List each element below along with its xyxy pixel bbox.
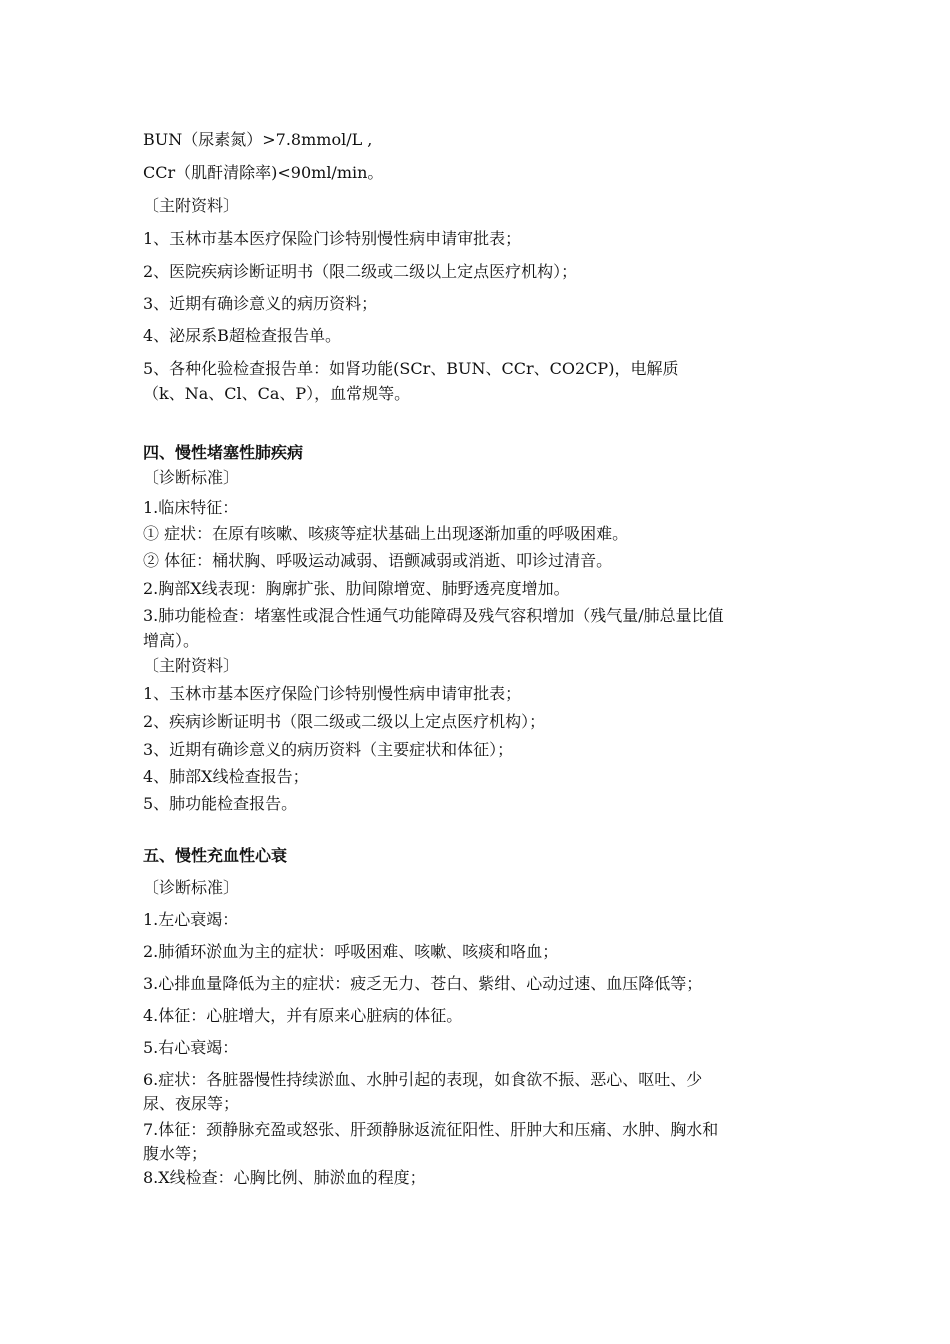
text-line: ① 症状：在原有咳嗽、咳痰等症状基础上出现逐渐加重的呼吸困难。 [143,524,629,543]
text-line: 尿、夜尿等； [143,1094,240,1113]
text-line: 5.右心衰竭： [143,1038,239,1057]
text-line: CCr（肌酐清除率)<90ml/min。 [143,163,384,182]
text-line: 2.胸部X线表现：胸廓扩张、肋间隙增宽、肺野透亮度增加。 [143,579,570,598]
text-line: 5、肺功能检查报告。 [143,794,298,813]
text-line: 3.心排血量降低为主的症状：疲乏无力、苍白、紫绀、心动过速、血压降低等； [143,974,703,993]
text-line: 〔诊断标准〕 [143,468,240,487]
text-line: BUN（尿素氮）>7.8mmol/L , [143,130,373,149]
text-line: 〔主附资料〕 [143,656,240,675]
text-line: 2、医院疾病诊断证明书（限二级或二级以上定点医疗机构）； [143,262,578,281]
text-line: 3、近期有确诊意义的病历资料（主要症状和体征）； [143,740,514,759]
text-line: 7.体征：颈静脉充盈或怒张、肝颈静脉返流征阳性、肝肿大和压痛、水肿、胸水和 [143,1120,719,1139]
section-heading: 五、慢性充血性心衰 [143,846,288,865]
text-line: 4、泌尿系B超检查报告单。 [143,326,341,345]
text-line: 8.X线检查：心胸比例、肺淤血的程度； [143,1168,426,1187]
text-line: 3、近期有确诊意义的病历资料； [143,294,378,313]
text-line: 〔诊断标准〕 [143,878,240,897]
text-line: 3.肺功能检查：堵塞性或混合性通气功能障碍及残气容积增加（残气量/肺总量比值 [143,606,724,625]
text-line: 4.体征：心脏增大，并有原来心脏病的体征。 [143,1006,463,1025]
text-line: 〔主附资料〕 [143,196,240,215]
text-line: ② 体征：桶状胸、呼吸运动减弱、语颤减弱或消逝、叩诊过清音。 [143,551,613,570]
text-line: （k、Na、Cl、Ca、P），血常规等。 [143,384,411,403]
text-line: 增高）。 [143,631,200,650]
text-line: 4、肺部X线检查报告； [143,767,309,786]
text-line: 1.临床特征： [143,498,239,517]
text-line: 6.症状：各脏器慢性持续淤血、水肿引起的表现，如食欲不振、恶心、呕吐、少 [143,1070,703,1089]
text-line: 2.肺循环淤血为主的症状：呼吸困难、咳嗽、咳痰和咯血； [143,942,559,961]
text-line: 2、疾病诊断证明书（限二级或二级以上定点医疗机构）； [143,712,546,731]
text-line: 5、各种化验检查报告单：如肾功能(SCr、BUN、CCr、CO2CP)，电解质 [143,359,679,378]
section-heading: 四、慢性堵塞性肺疾病 [143,443,304,462]
text-line: 1、玉林市基本医疗保险门诊特别慢性病申请审批表； [143,229,522,248]
text-line: 腹水等； [143,1144,208,1163]
text-line: 1.左心衰竭： [143,910,239,929]
text-line: 1、玉林市基本医疗保险门诊特别慢性病申请审批表； [143,684,522,703]
